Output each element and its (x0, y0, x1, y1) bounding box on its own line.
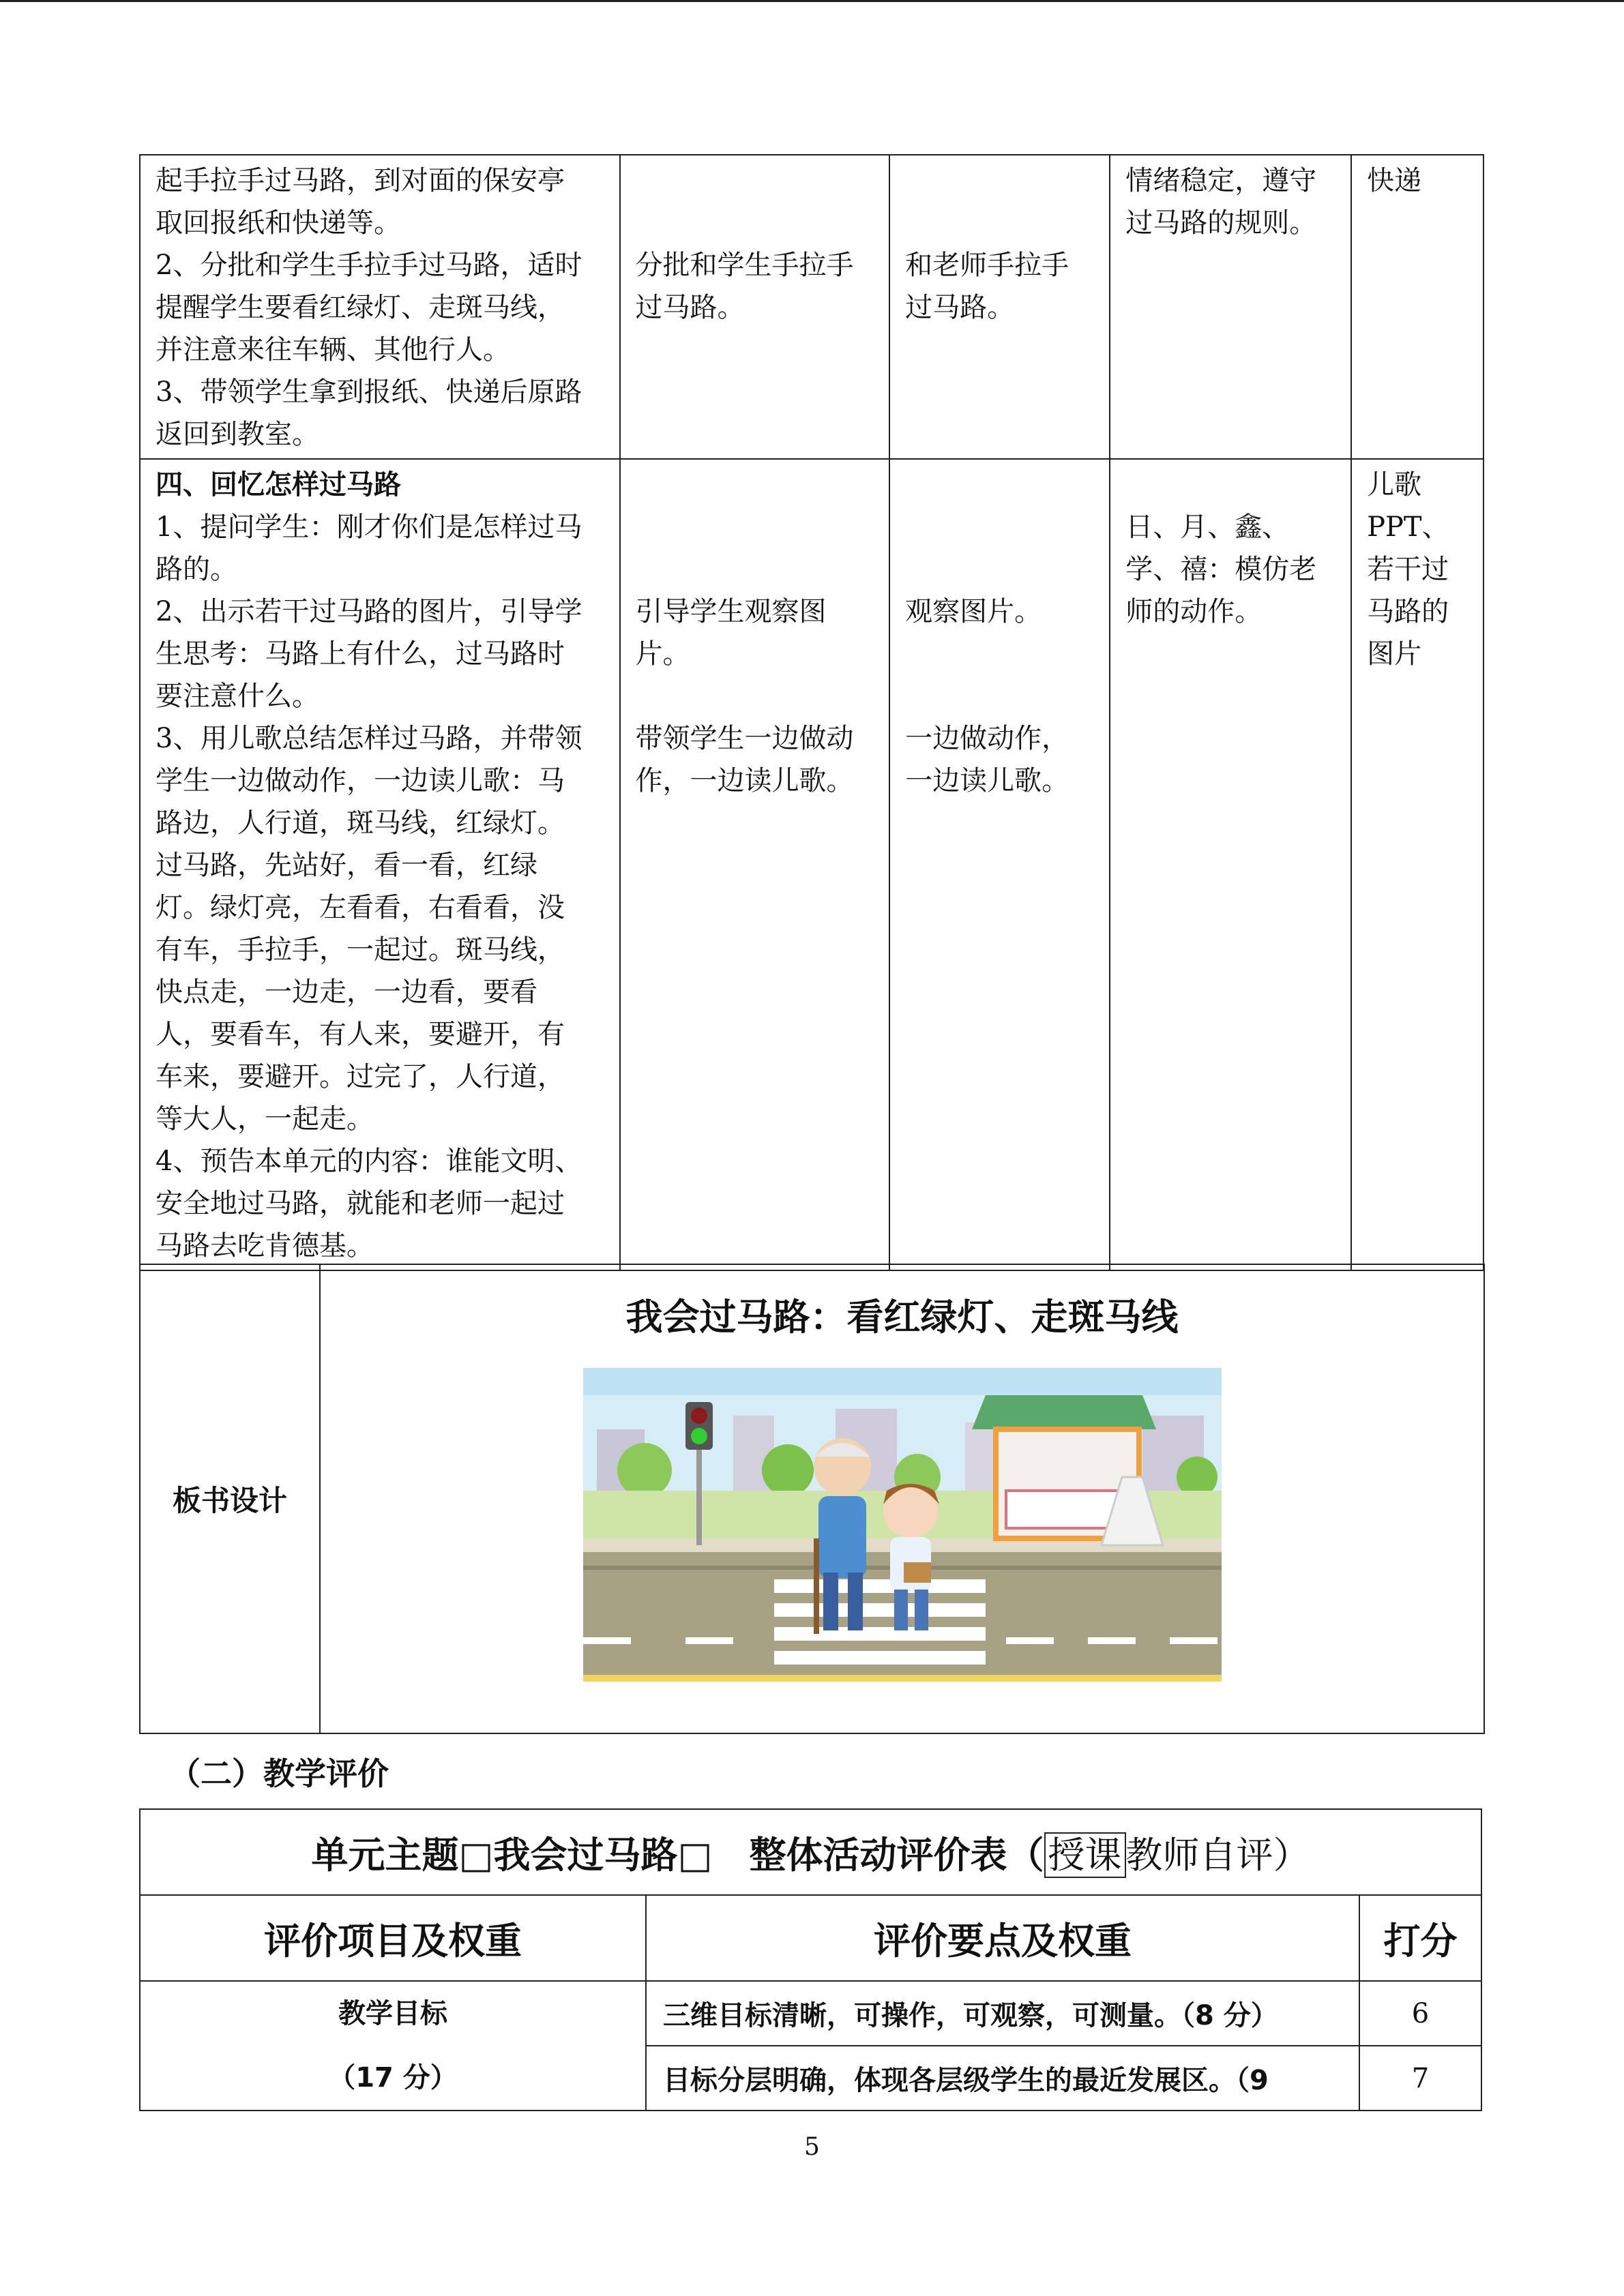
table-row (140, 155, 1483, 459)
text-line: 1、提问学生：刚才你们是怎样过马 (156, 511, 582, 543)
evaluation-score: 7 (1359, 2046, 1481, 2111)
text-line: 引导学生观察图 (635, 596, 827, 627)
text-line: 人，要看车，有人来，要避开，有 (156, 1019, 565, 1050)
text-line: 4、预告本单元的内容：谁能文明、 (156, 1146, 582, 1177)
text-line: 车来，要避开。过完了，人行道， (156, 1061, 565, 1092)
text-line: 取回报纸和快递等。 (156, 207, 401, 239)
text-line: 学生一边做动作，一边读儿歌：马 (156, 765, 565, 796)
text-line: 路的。 (156, 554, 237, 585)
text-line: 过马路。 (635, 292, 745, 323)
cell-text (905, 591, 1094, 633)
cell-text (156, 506, 604, 1267)
text-line: 3、带领学生拿到报纸、快递后原路 (156, 376, 582, 408)
text-line: 起手拉手过马路，到对面的保安亭 (156, 165, 565, 196)
text-line: 灯。绿灯亮，左看看，右看看，没 (156, 892, 565, 923)
cell-text (905, 717, 1094, 802)
text-line: 过马路，先站好，看一看，红绿 (156, 850, 537, 881)
cell-text (1125, 506, 1335, 633)
text-line: 日、月、鑫、 (1125, 511, 1290, 543)
teacher-guidance-cell (620, 459, 890, 1270)
table-row (140, 1981, 1481, 2046)
text-line: 生思考：马路上有什么，过马路时 (156, 638, 565, 670)
text-line: PPT、 (1367, 511, 1449, 543)
text-line: 情绪稳定，遵守 (1125, 165, 1317, 196)
student-activity-cell (889, 459, 1110, 1270)
crossing-road-illustration (583, 1368, 1222, 1682)
text-line: 2、分批和学生手拉手过马路，适时 (156, 250, 582, 281)
materials-cell (1351, 459, 1483, 1270)
cell-text (156, 160, 604, 456)
text-line: 分批和学生手拉手 (635, 250, 854, 281)
cell-text (1367, 160, 1468, 202)
individual-goal-cell (1110, 155, 1351, 459)
title-boxed-word: 授课 (1044, 1832, 1126, 1878)
evaluation-point: 目标分层明确，体现各层级学生的最近发展区。（9 (646, 2046, 1359, 2111)
text-line: 过马路的规则。 (1125, 207, 1317, 239)
text-line: 师的动作。 (1125, 596, 1263, 627)
text-line: 作，一边读儿歌。 (635, 765, 854, 796)
board-design-label: 板书设计 (140, 1264, 320, 1733)
title-prefix: 单元主题□我会过马路□ 整体活动评价表（ (311, 1833, 1044, 1877)
board-title: 我会过马路：看红绿灯、走斑马线 (625, 1296, 1179, 1339)
column-header-item: 评价项目及权重 (140, 1895, 646, 1981)
text-line: 一边做动作， (905, 723, 1069, 754)
page-top-rule (0, 0, 1624, 2)
table-row (140, 459, 1483, 1270)
text-line: 马路去吃肯德基。 (156, 1230, 374, 1262)
text-line: 返回到教室。 (156, 419, 319, 450)
evaluation-point: 三维目标清晰，可操作，可观察，可测量。（8 分） (646, 1981, 1359, 2046)
text-line: 有车，手拉手，一起过。斑马线， (156, 934, 565, 966)
evaluation-item (140, 1981, 646, 2111)
teacher-activity-cell (140, 459, 620, 1270)
teacher-activity-cell (140, 155, 620, 459)
text-line: 路边，人行道，斑马线，红绿灯。 (156, 807, 565, 839)
evaluation-table-title (140, 1809, 1481, 1895)
cell-text (1125, 160, 1335, 244)
board-design-table (139, 1264, 1485, 1734)
text-line: 等大人，一起走。 (156, 1103, 374, 1135)
text-line: 带领学生一边做动 (635, 723, 854, 754)
section-title: （二）教学评价 (169, 1755, 389, 1792)
cell-text (1367, 464, 1468, 675)
column-header-point: 评价要点及权重 (646, 1895, 1359, 1981)
teacher-guidance-cell (620, 155, 890, 459)
text-line: 要注意什么。 (156, 681, 319, 712)
page-number: 5 (804, 2133, 820, 2161)
text-line: 2、出示若干过马路的图片，引导学 (156, 596, 582, 627)
text-line: 3、用儿歌总结怎样过马路，并带领 (156, 723, 582, 754)
text-line: 快点走，一边走，一边看，要看 (156, 976, 537, 1008)
text-line: 若干过 (1367, 554, 1449, 585)
column-header-score: 打分 (1359, 1895, 1481, 1981)
step-heading: 四、回忆怎样过马路 (156, 468, 401, 501)
text-line: 一边读儿歌。 (905, 765, 1069, 796)
text-line: 学、禧：模仿老 (1125, 554, 1317, 585)
item-name: 教学目标 (338, 1998, 447, 2029)
individual-goal-cell (1110, 459, 1351, 1270)
text-line: 快递 (1367, 165, 1422, 196)
text-line: 安全地过马路，就能和老师一起过 (156, 1188, 565, 1219)
text-line: 马路的 (1367, 596, 1449, 627)
board-design-content (320, 1264, 1484, 1733)
evaluation-score: 6 (1359, 1981, 1481, 2046)
materials-cell (1351, 155, 1483, 459)
cell-text (636, 717, 874, 802)
text-line: 儿歌 (1367, 469, 1422, 501)
lesson-process-table (139, 154, 1484, 1271)
item-weight: （17 分） (328, 2062, 458, 2093)
text-line: 和老师手拉手 (905, 250, 1069, 281)
cell-text (636, 244, 874, 329)
text-line: 图片 (1367, 638, 1422, 670)
cell-text (905, 244, 1094, 329)
text-line: 并注意来往车辆、其他行人。 (156, 334, 510, 366)
text-line: 过马路。 (905, 292, 1015, 323)
title-suffix: 教师自评） (1125, 1833, 1310, 1877)
text-line: 提醒学生要看红绿灯、走斑马线， (156, 292, 565, 323)
evaluation-table (139, 1808, 1482, 2111)
cell-text (636, 591, 874, 675)
text-line: 片。 (635, 638, 690, 670)
text-line: 观察图片。 (905, 596, 1042, 627)
student-activity-cell (889, 155, 1110, 459)
